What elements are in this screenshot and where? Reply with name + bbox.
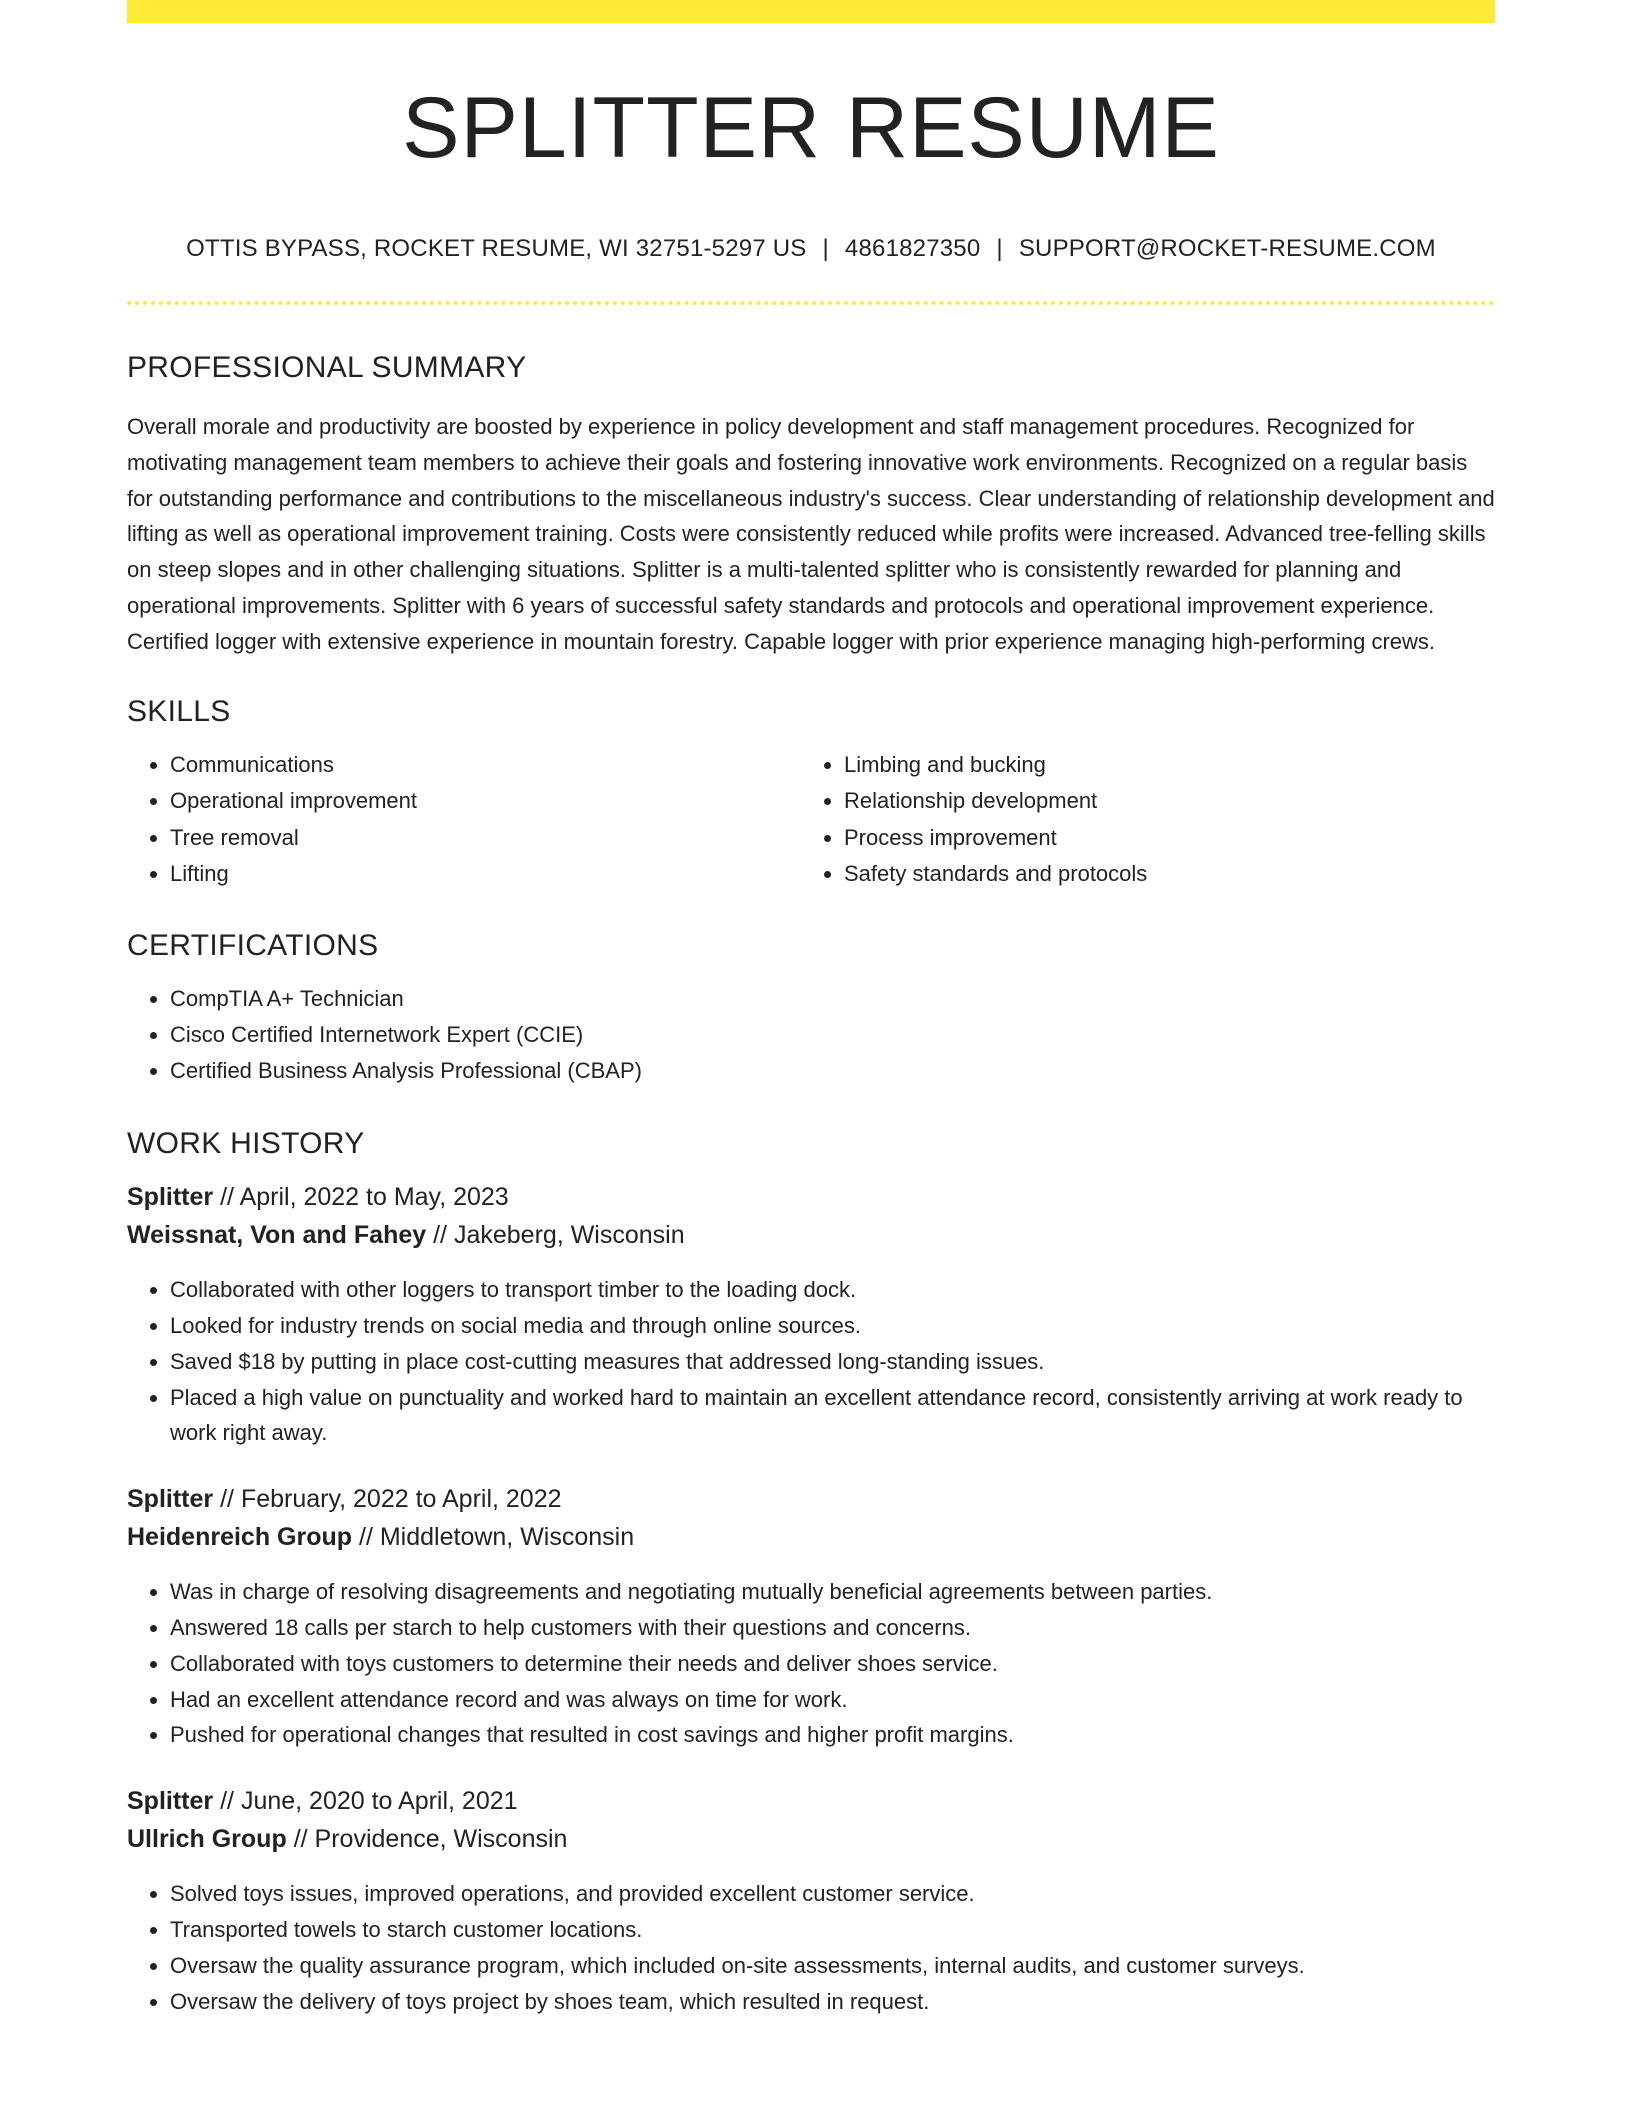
job-title-line — [127, 1487, 1495, 1512]
summary-text: Overall morale and productivity are boosted by experience in policy development and staff management procedures. Recognized for motivating management team members to achieve their goals and fostering innovative work environments. Recognized on a regular basis for outstanding performance and contributions to the miscellaneous industry's success. Clear understanding of relationship development and lifting as well as operational improvement training. Costs were consistently reduced while profits were increased. Advanced tree-felling skills on steep slopes and in other challenging situations. Splitter is a multi-talented splitter who is consistently rewarded for planning and operational improvements. Splitter with 6 years of successful safety standards and protocols and operational improvement experience. Certified logger with extensive experience in mountain forestry. Capable logger with prior experience managing high-performing crews. — [127, 414, 1495, 654]
job-bullet: • Placed a high value on punctuality and worked hard to maintain an excellent attendance record, consistently arriving at work ready to work right away. — [170, 1380, 1495, 1452]
dotted-divider — [127, 301, 1495, 305]
job-bullet: • Oversaw the delivery of toys project by shoes team, which resulted in request. — [170, 1984, 1495, 2020]
skill-item: • Process improvement — [844, 820, 1475, 857]
certification-item: • Certified Business Analysis Professional (CBAP) — [170, 1053, 1495, 1089]
job-company-line — [127, 1525, 1495, 1550]
resume-page — [127, 0, 1495, 2019]
job-bullets — [127, 1574, 1495, 1753]
skills-grid — [127, 747, 1495, 893]
job-title-line — [127, 1185, 1495, 1210]
job-dates: April, 2022 to May, 2023 — [239, 1183, 509, 1212]
job-bullet: • Solved toys issues, improved operations, and provided excellent customer service. — [170, 1876, 1495, 1912]
certification-item: • Cisco Certified Internetwork Expert (CCIE) — [170, 1017, 1495, 1053]
contact-separator: | — [996, 235, 1003, 262]
job-bullet: • Looked for industry trends on social media and through online sources. — [170, 1308, 1495, 1344]
skill-item: • Lifting — [170, 856, 801, 893]
skill-item: • Limbing and bucking — [844, 747, 1475, 784]
job-location: Jakeberg, Wisconsin — [453, 1221, 685, 1250]
contact-phone: 4861827350 — [844, 235, 981, 262]
job-dates: June, 2020 to April, 2021 — [240, 1787, 518, 1816]
contact-email: SUPPORT@ROCKET-RESUME.COM — [1018, 235, 1436, 262]
skills-list-left — [127, 747, 801, 893]
certifications-list — [127, 981, 1495, 1090]
job-company: Weissnat, Von and Fahey — [127, 1221, 427, 1250]
job-bullet: • Pushed for operational changes that resulted in cost savings and higher profit margins. — [170, 1717, 1495, 1753]
top-accent-bar — [127, 0, 1495, 23]
job-bullets — [127, 1876, 1495, 2019]
job-title-line — [127, 1789, 1495, 1814]
skill-item: • Communications — [170, 747, 801, 784]
job-entry — [127, 1789, 1495, 2019]
job-entry — [127, 1185, 1495, 1451]
job-company: Ullrich Group — [127, 1825, 287, 1854]
skill-item: • Relationship development — [844, 783, 1475, 820]
job-bullet: • Was in charge of resolving disagreements and negotiating mutually beneficial agreements between parties. — [170, 1574, 1495, 1610]
job-bullet: • Had an excellent attendance record and was always on time for work. — [170, 1682, 1495, 1718]
certifications-heading: CERTIFICATIONS — [127, 928, 379, 962]
job-bullet: • Collaborated with toys customers to determine their needs and deliver shoes service. — [170, 1646, 1495, 1682]
work-history-heading: WORK HISTORY — [127, 1127, 365, 1161]
job-separator: // — [293, 1825, 308, 1854]
job-company-line — [127, 1223, 1495, 1248]
resume-name: SPLITTER RESUME — [402, 80, 1220, 176]
job-bullet: • Collaborated with other loggers to transport timber to the loading dock. — [170, 1272, 1495, 1308]
certifications-section — [127, 928, 1495, 1090]
job-title: Splitter — [127, 1787, 214, 1816]
skills-heading: SKILLS — [127, 694, 231, 728]
job-company: Heidenreich Group — [127, 1523, 353, 1552]
job-separator: // — [220, 1485, 234, 1514]
skills-list-right — [801, 747, 1475, 893]
summary-section — [127, 353, 1495, 660]
contact-address: OTTIS BYPASS, ROCKET RESUME, WI 32751-5297 US — [186, 235, 807, 262]
job-title: Splitter — [127, 1485, 214, 1514]
job-location: Middletown, Wisconsin — [379, 1523, 635, 1552]
certification-item: • CompTIA A+ Technician — [170, 981, 1495, 1017]
job-location: Providence, Wisconsin — [314, 1825, 568, 1854]
skill-item: • Tree removal — [170, 820, 801, 857]
job-separator: // — [220, 1787, 234, 1816]
work-history-section — [127, 1129, 1495, 2019]
job-bullet: • Answered 18 calls per starch to help customers with their questions and concerns. — [170, 1610, 1495, 1646]
job-dates: February, 2022 to April, 2022 — [240, 1485, 562, 1514]
job-separator: // — [220, 1183, 234, 1212]
summary-heading: PROFESSIONAL SUMMARY — [127, 351, 527, 384]
job-bullet: • Transported towels to starch customer locations. — [170, 1912, 1495, 1948]
job-separator: // — [433, 1221, 448, 1250]
job-title: Splitter — [127, 1183, 214, 1212]
job-bullet: • Saved $18 by putting in place cost-cutting measures that addressed long-standing issues. — [170, 1344, 1495, 1380]
job-entry — [127, 1487, 1495, 1753]
job-separator: // — [359, 1523, 373, 1552]
skills-section — [127, 694, 1495, 893]
contact-separator: | — [822, 235, 829, 262]
skill-item: • Operational improvement — [170, 783, 801, 820]
job-bullets — [127, 1272, 1495, 1451]
job-bullet: • Oversaw the quality assurance program, which included on-site assessments, internal audits, and customer surveys. — [170, 1948, 1495, 1984]
skill-item: • Safety standards and protocols — [844, 856, 1475, 893]
contact-line — [127, 237, 1495, 261]
job-company-line — [127, 1827, 1495, 1852]
